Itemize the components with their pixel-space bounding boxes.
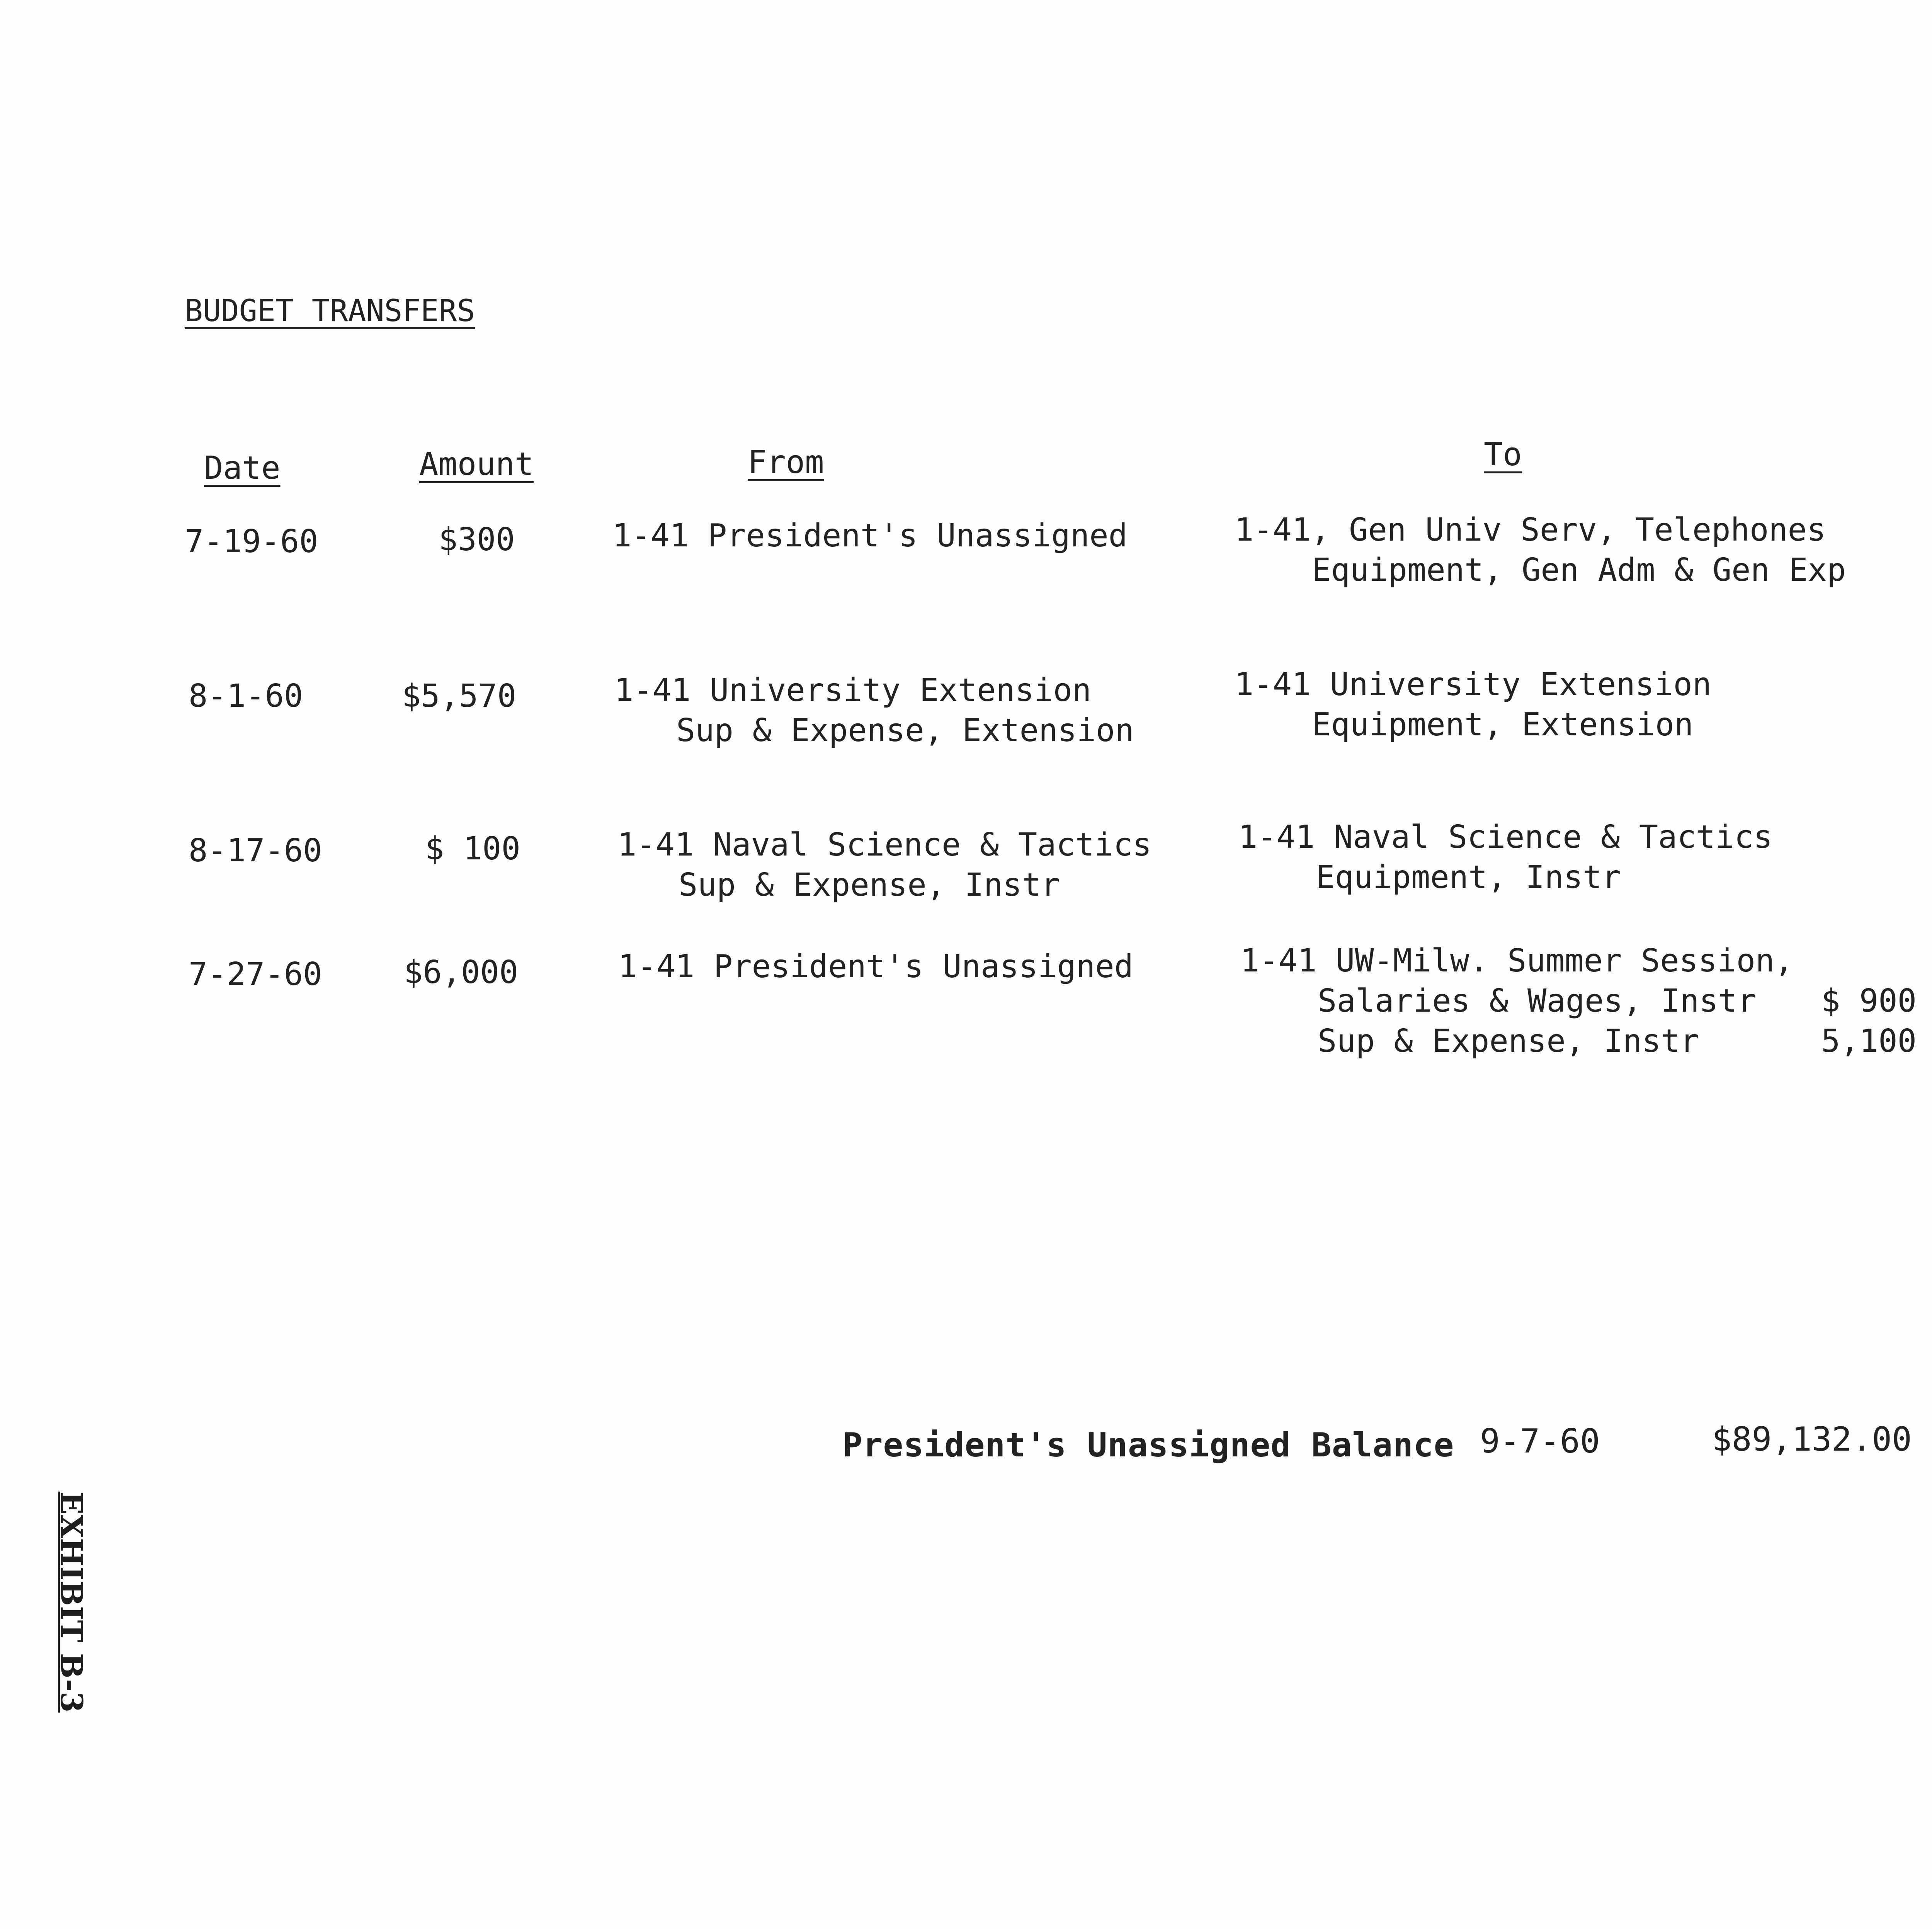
row-date: 8-17-60	[189, 832, 322, 869]
row-date: 7-27-60	[189, 956, 322, 993]
row-amount: $5,570	[402, 678, 517, 714]
column-header-date: Date	[204, 450, 281, 487]
row-to-amounts: $ 900 5,100	[1821, 983, 1917, 1060]
row-date: 8-1-60	[189, 678, 303, 714]
document-title: BUDGET TRANSFERS	[185, 294, 475, 328]
row-from: 1-41 President's Unassigned	[612, 517, 1128, 554]
row-to: 1-41 University Extension Equipment, Extension	[1235, 666, 1712, 743]
balance-amount: $89,132.00	[1712, 1420, 1912, 1459]
row-from: 1-41 President's Unassigned	[618, 948, 1133, 985]
column-header-to: To	[1484, 436, 1522, 473]
row-date: 7-19-60	[185, 523, 318, 560]
row-from: 1-41 University Extension Sup & Expense, Extension	[614, 672, 1134, 749]
row-from: 1-41 Naval Science & Tactics Sup & Expense, Instr	[617, 827, 1152, 903]
row-to: 1-41 UW-Milw. Summer Session, Salaries & Wages, Instr Sup & Expense, Instr	[1240, 942, 1794, 1060]
column-header-from: From	[748, 444, 824, 481]
row-amount: $ 100	[425, 830, 520, 867]
row-amount: $6,000	[404, 954, 519, 991]
balance-label: President's Unassigned Balance	[842, 1426, 1454, 1465]
row-to: 1-41, Gen Univ Serv, Telephones Equipment, Gen Adm & Gen Exp	[1235, 512, 1846, 589]
balance-date: 9-7-60	[1480, 1422, 1600, 1461]
exhibit-stamp-left: EXHIBIT B-3	[54, 1492, 89, 1713]
row-amount: $300	[439, 521, 515, 558]
row-to: 1-41 Naval Science & Tactics Equipment, Instr	[1238, 819, 1773, 896]
column-header-amount: Amount	[419, 446, 534, 483]
